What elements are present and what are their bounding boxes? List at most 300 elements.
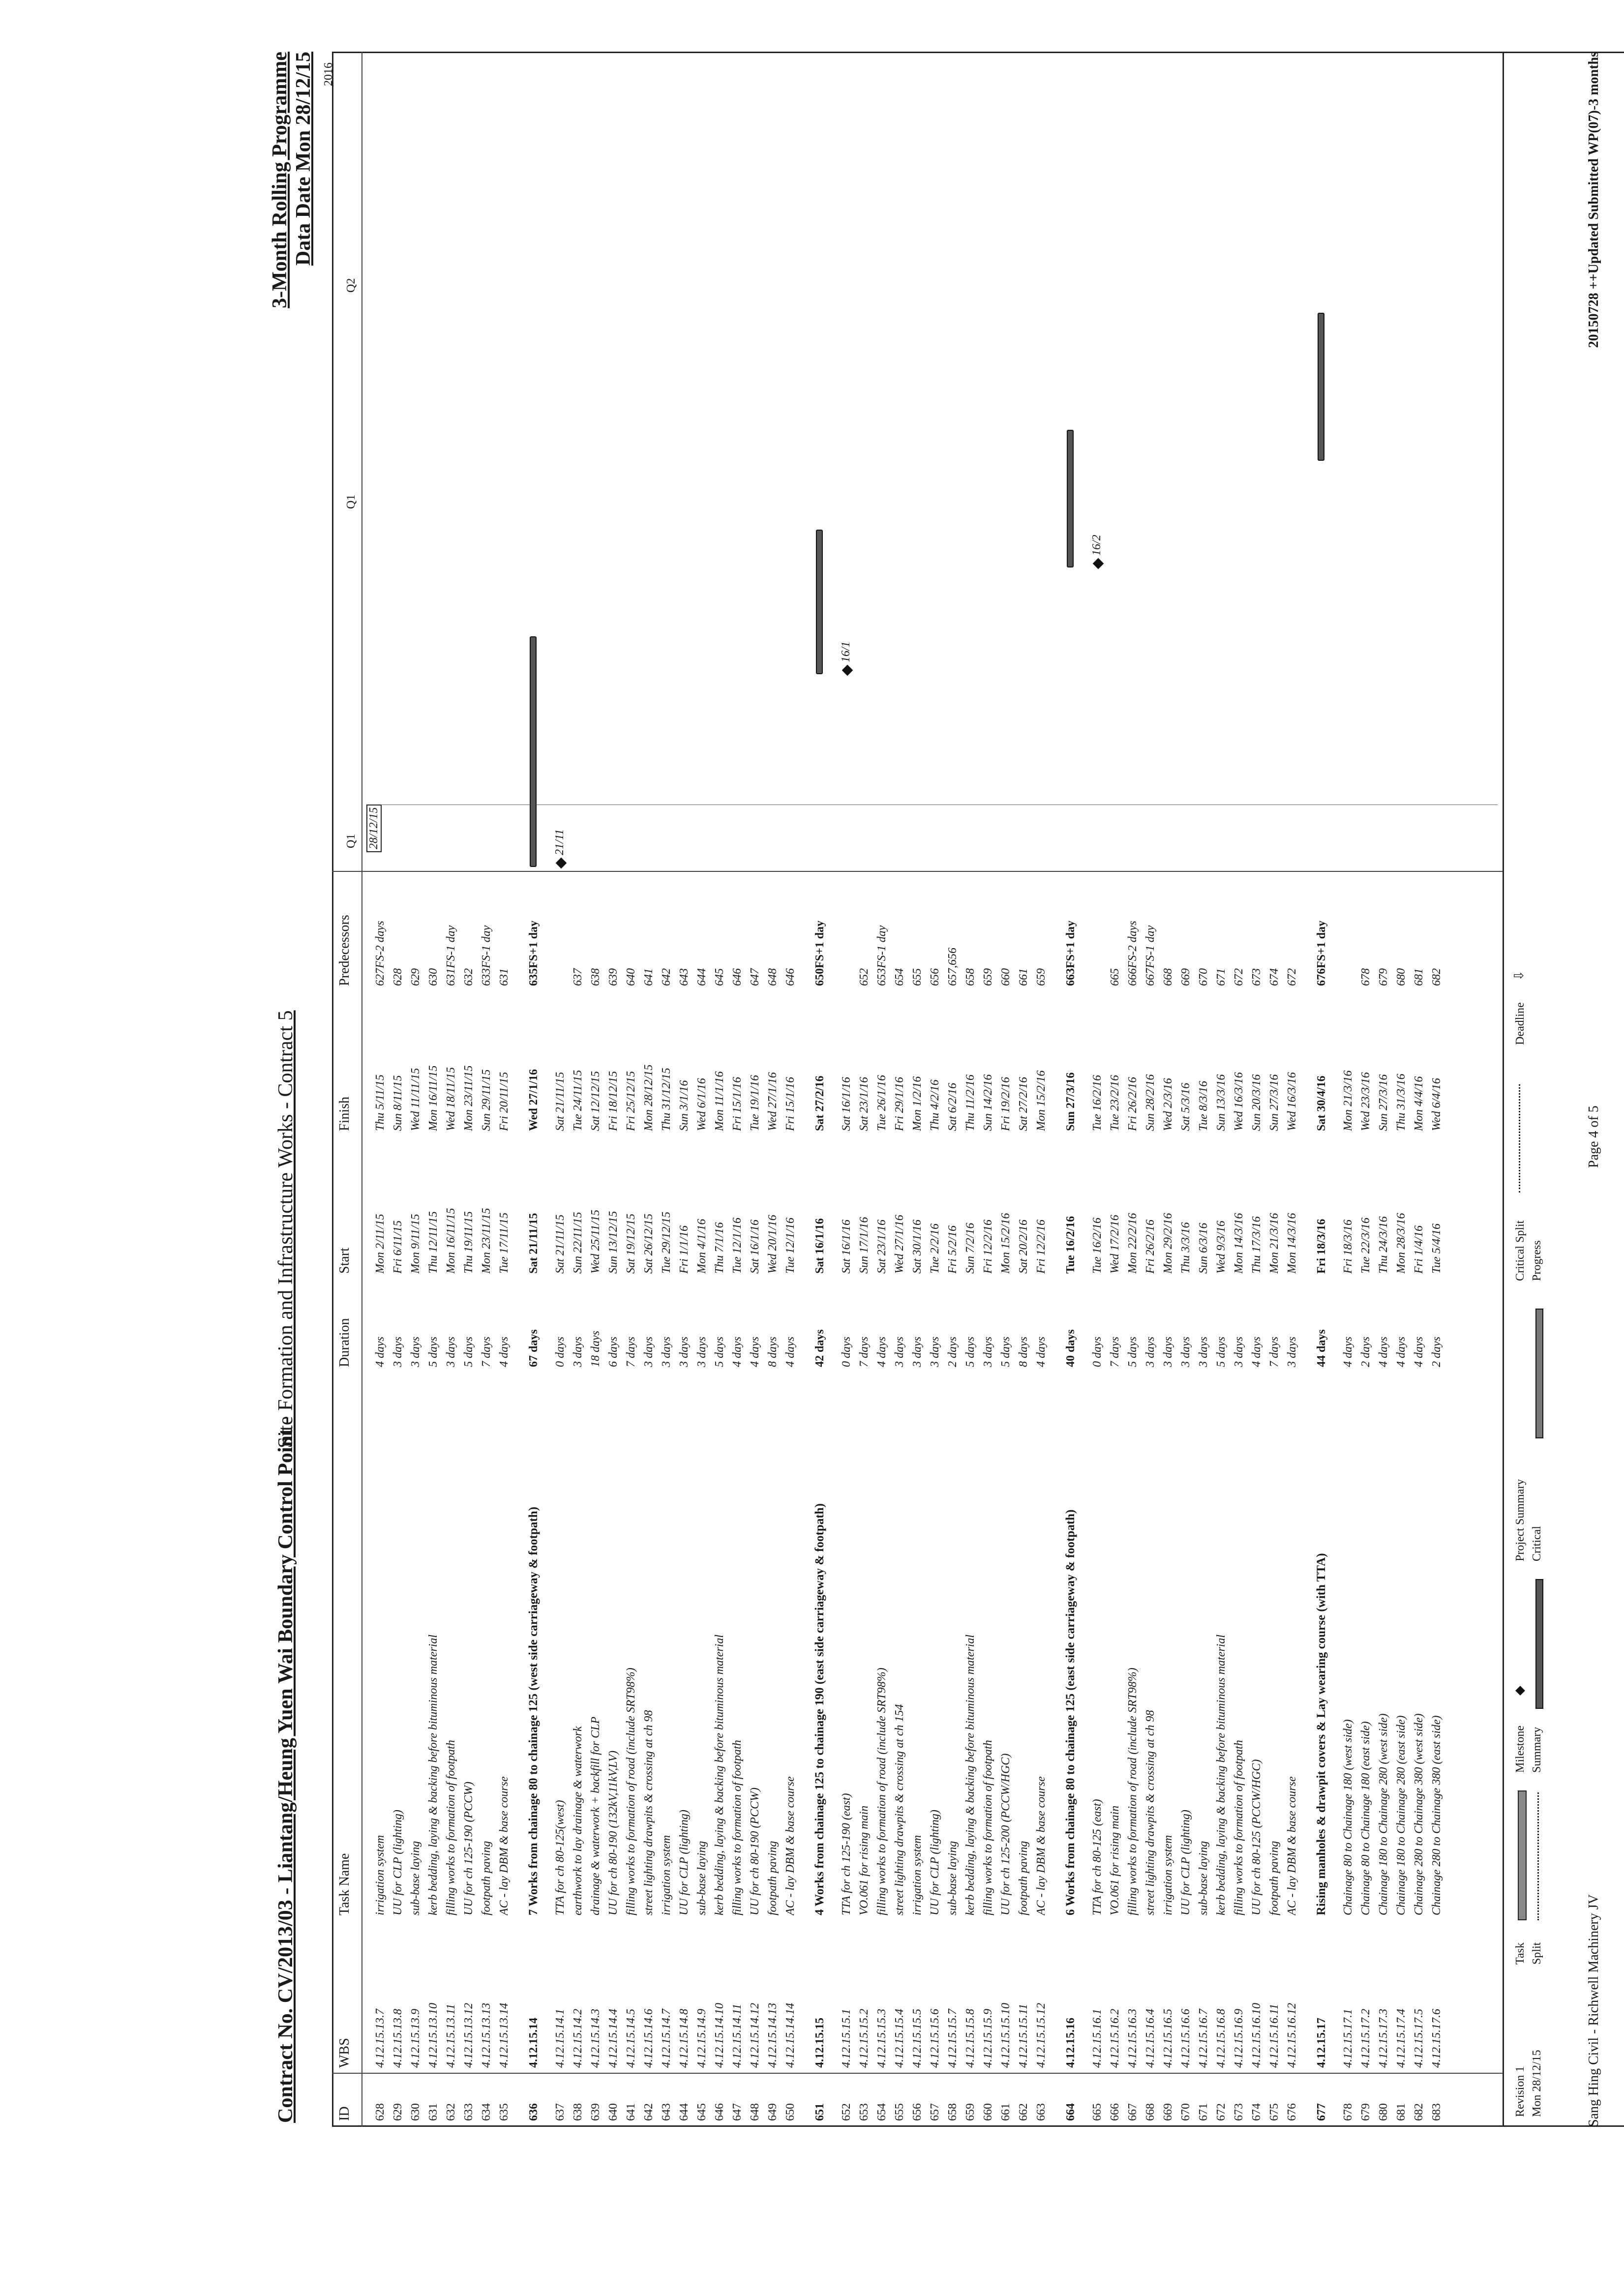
task-predecessors: 630 xyxy=(427,968,440,986)
task-predecessors: 680 xyxy=(1395,968,1408,986)
task-duration: 3 days xyxy=(409,1337,422,1367)
milestone-diamond[interactable] xyxy=(842,665,853,676)
task-finish: Tue 26/1/16 xyxy=(875,1074,888,1131)
task-finish: Tue 19/1/16 xyxy=(749,1074,761,1131)
task-finish: Mon 1/2/16 xyxy=(911,1076,924,1131)
task-start: Sat 21/11/15 xyxy=(527,1213,540,1274)
task-predecessors: 647 xyxy=(749,968,761,986)
table-row[interactable] xyxy=(1033,883,1049,2127)
col-header-task-name: Task Name xyxy=(337,1853,352,1915)
table-row[interactable] xyxy=(1284,883,1300,2127)
task-id: 635 xyxy=(498,2103,511,2121)
task-finish: Sat 27/2/16 xyxy=(813,1075,826,1131)
task-id: 655 xyxy=(893,2103,906,2121)
task-duration: 5 days xyxy=(713,1337,726,1367)
task-duration: 3 days xyxy=(660,1337,673,1367)
task-duration: 3 days xyxy=(642,1337,655,1367)
task-id: 643 xyxy=(660,2103,673,2121)
col-header-duration: Duration xyxy=(337,1318,352,1367)
task-finish: Sat 27/2/16 xyxy=(1017,1076,1030,1131)
task-id: 640 xyxy=(607,2103,620,2121)
legend-critical: Critical xyxy=(1531,1526,1543,1561)
task-duration: 18 days xyxy=(589,1331,602,1367)
legend-critical-bar xyxy=(1535,1309,1543,1438)
task-start: Mon 28/3/16 xyxy=(1395,1213,1408,1274)
table-row[interactable] xyxy=(1160,883,1176,2127)
task-finish: Fri 15/1/16 xyxy=(731,1076,744,1131)
data-date: Data Date Mon 28/12/15 xyxy=(292,52,315,266)
task-duration: 2 days xyxy=(1430,1337,1443,1367)
task-duration: 7 days xyxy=(1268,1337,1281,1367)
task-name: footpath paving xyxy=(1017,1841,1030,1915)
task-id: 636 xyxy=(527,2103,540,2121)
task-start: Fri 1/4/16 xyxy=(1413,1225,1425,1274)
task-predecessors: 628 xyxy=(391,968,404,986)
task-name: AC - lay DBM & base course xyxy=(1035,1776,1048,1915)
task-id: 681 xyxy=(1395,2103,1408,2121)
task-finish: Fri 15/1/16 xyxy=(784,1076,797,1131)
task-finish: Thu 31/12/15 xyxy=(660,1068,673,1131)
task-duration: 3 days xyxy=(982,1337,994,1367)
task-id: 682 xyxy=(1413,2103,1425,2121)
task-wbs: 4.12.15.15.12 xyxy=(1035,2003,1048,2068)
task-name: irrigation system xyxy=(1162,1835,1174,1915)
legend-task-bar xyxy=(1518,1790,1527,1920)
task-predecessors: 631 xyxy=(498,968,511,986)
task-wbs: 4.12.15.13.7 xyxy=(374,2009,387,2068)
task-finish: Wed 11/11/15 xyxy=(409,1068,422,1131)
legend-critical-split: Critical Split xyxy=(1514,1220,1527,1281)
task-finish: Sat 30/4/16 xyxy=(1315,1075,1328,1131)
task-start: Thu 17/3/16 xyxy=(1250,1216,1263,1274)
table-row[interactable] xyxy=(945,883,961,2127)
table-row[interactable] xyxy=(659,883,674,2127)
task-duration: 4 days xyxy=(1250,1337,1263,1367)
task-name: 7 Works from chainage 80 to chainage 125 (west side carriageway & footpath) xyxy=(527,1507,540,1915)
table-row[interactable] xyxy=(570,883,586,2127)
table-row[interactable] xyxy=(712,883,727,2127)
table-row[interactable] xyxy=(765,883,781,2127)
task-id: 670 xyxy=(1179,2103,1192,2121)
task-name: footpath paving xyxy=(766,1841,779,1915)
table-row[interactable] xyxy=(641,883,657,2127)
task-predecessors: 648 xyxy=(766,968,779,986)
table-row[interactable] xyxy=(676,883,692,2127)
task-name: filling works to formation of footpath xyxy=(982,1740,994,1915)
task-id: 659 xyxy=(964,2103,977,2121)
task-name: kerb bedding, laying & backing before bituminous material xyxy=(713,1634,726,1915)
footer-page: Page 4 of 5 xyxy=(1586,1105,1601,1168)
task-duration: 2 days xyxy=(1359,1337,1372,1367)
task-predecessors: 666FS-2 days xyxy=(1126,921,1139,986)
table-row[interactable] xyxy=(1107,883,1123,2127)
table-row[interactable] xyxy=(1196,883,1211,2127)
task-duration: 5 days xyxy=(1215,1337,1228,1367)
task-predecessors: 681 xyxy=(1413,968,1425,986)
task-finish: Tue 23/2/16 xyxy=(1109,1074,1121,1131)
task-finish: Tue 8/3/16 xyxy=(1197,1080,1210,1131)
legend xyxy=(1503,52,1578,2127)
task-id: 668 xyxy=(1144,2103,1157,2121)
task-duration: 3 days xyxy=(391,1337,404,1367)
task-finish: Wed 16/3/16 xyxy=(1286,1072,1298,1131)
task-wbs: 4.12.15.17.2 xyxy=(1359,2009,1372,2068)
table-row[interactable] xyxy=(390,883,406,2127)
table-row[interactable] xyxy=(479,883,494,2127)
task-wbs: 4.12.15.17.6 xyxy=(1430,2009,1443,2068)
task-start: Sun 17/1/16 xyxy=(858,1217,871,1274)
task-id: 680 xyxy=(1377,2103,1390,2121)
table-row[interactable] xyxy=(1143,883,1158,2127)
task-duration: 4 days xyxy=(1342,1337,1354,1367)
task-name: UU for ch 80-190 (132kV,11kV,LV) xyxy=(607,1750,620,1915)
task-wbs: 4.12.15.15.3 xyxy=(875,2009,888,2068)
task-finish: Thu 31/3/16 xyxy=(1395,1073,1408,1131)
task-finish: Fri 19/2/16 xyxy=(999,1076,1012,1131)
task-name: TTA for ch 125-190 (east) xyxy=(840,1793,853,1915)
footer-file: 20150728 ++Updated Submitted WP(07)-3 months xyxy=(1586,52,1601,348)
task-wbs: 4.12.15.14.2 xyxy=(571,2009,584,2068)
task-finish: Mon 11/1/16 xyxy=(713,1071,726,1131)
task-id: 653 xyxy=(858,2103,871,2121)
table-row[interactable] xyxy=(747,883,763,2127)
task-duration: 3 days xyxy=(893,1337,906,1367)
task-wbs: 4.12.15.15.4 xyxy=(893,2009,906,2068)
task-start: Fri 5/2/16 xyxy=(946,1225,959,1274)
task-id: 634 xyxy=(480,2103,493,2121)
table-row[interactable] xyxy=(909,883,925,2127)
table-row[interactable] xyxy=(1213,883,1229,2127)
task-wbs: 4.12.15.13.11 xyxy=(445,2003,457,2068)
task-start: Fri 26/2/16 xyxy=(1144,1219,1157,1274)
task-duration: 5 days xyxy=(1126,1337,1139,1367)
table-row[interactable] xyxy=(980,883,996,2127)
table-row[interactable] xyxy=(1340,883,1356,2127)
col-header-start: Start xyxy=(337,1248,352,1274)
task-finish: Thu 11/2/16 xyxy=(964,1074,977,1131)
task-name: Chainage 180 to Chainage 280 (west side) xyxy=(1377,1713,1390,1915)
task-duration: 5 days xyxy=(462,1337,475,1367)
task-name: filling works to formation of road (include SRT98%) xyxy=(875,1668,888,1915)
task-finish: Sun 27/3/16 xyxy=(1268,1074,1281,1131)
table-row[interactable] xyxy=(605,883,621,2127)
task-name: kerb bedding, laying & backing before bituminous material xyxy=(964,1634,977,1915)
task-duration: 6 days xyxy=(607,1337,620,1367)
summary-row[interactable] xyxy=(526,883,541,2127)
task-wbs: 4.12.15.14.13 xyxy=(766,2003,779,2068)
task-finish: Fri 26/2/16 xyxy=(1126,1076,1139,1131)
task-finish: Sun 28/2/16 xyxy=(1144,1074,1157,1131)
task-wbs: 4.12.15.15.7 xyxy=(946,2009,959,2068)
task-wbs: 4.12.15.14.4 xyxy=(607,2009,620,2068)
task-name: irrigation system xyxy=(911,1835,924,1915)
table-row[interactable] xyxy=(1125,883,1141,2127)
task-finish: Sun 29/11/15 xyxy=(480,1069,493,1131)
task-finish: Mon 15/2/16 xyxy=(1035,1070,1048,1131)
task-duration: 8 days xyxy=(1017,1337,1030,1367)
task-start: Fri 12/2/16 xyxy=(1035,1219,1048,1274)
task-id: 639 xyxy=(589,2103,602,2121)
task-id: 683 xyxy=(1430,2103,1443,2121)
table-row[interactable] xyxy=(1178,883,1194,2127)
task-name: filling works to formation of footpath xyxy=(1233,1740,1245,1915)
task-predecessors: 670 xyxy=(1197,968,1210,986)
legend-summary: Summary xyxy=(1531,1727,1543,1773)
table-row[interactable] xyxy=(927,883,943,2127)
task-name: filling works to formation of footpath xyxy=(445,1740,457,1915)
task-duration: 5 days xyxy=(999,1337,1012,1367)
timescale-q2: Q2 xyxy=(345,278,358,293)
task-start: Tue 16/2/16 xyxy=(1064,1216,1077,1274)
task-duration: 7 days xyxy=(858,1337,871,1367)
task-start: Sun 22/11/15 xyxy=(571,1212,584,1274)
task-id: 661 xyxy=(999,2103,1012,2121)
task-name: sub-base laying xyxy=(1197,1841,1210,1915)
task-finish: Mon 16/11/15 xyxy=(427,1065,440,1131)
task-id: 646 xyxy=(713,2103,726,2121)
task-id: 650 xyxy=(784,2103,797,2121)
task-start: Sat 16/1/16 xyxy=(749,1219,761,1274)
task-duration: 40 days xyxy=(1064,1329,1077,1367)
task-id: 671 xyxy=(1197,2103,1210,2121)
task-predecessors: 655 xyxy=(911,968,924,986)
task-duration: 2 days xyxy=(946,1337,959,1367)
table-row[interactable] xyxy=(856,883,872,2127)
table-row[interactable] xyxy=(408,883,423,2127)
table-row[interactable] xyxy=(694,883,710,2127)
table-row[interactable] xyxy=(874,883,890,2127)
table-row[interactable] xyxy=(425,883,441,2127)
task-id: 656 xyxy=(911,2103,924,2121)
task-start: Sat 20/2/16 xyxy=(1017,1219,1030,1274)
table-row[interactable] xyxy=(1231,883,1247,2127)
task-predecessors: 646 xyxy=(784,968,797,986)
table-row[interactable] xyxy=(1429,883,1444,2127)
task-name: street lighting drawpits & crossing at ch 98 xyxy=(1144,1710,1157,1915)
task-predecessors: 654 xyxy=(893,968,906,986)
task-name: filling works to formation of footpath xyxy=(731,1740,744,1915)
summary-bar[interactable] xyxy=(530,636,537,867)
task-name: UU for CLP (lighting) xyxy=(1179,1810,1192,1915)
task-start: Tue 12/1/16 xyxy=(784,1217,797,1274)
task-finish: Sat 5/3/16 xyxy=(1179,1082,1192,1131)
task-start: Sat 26/12/15 xyxy=(642,1213,655,1274)
table-row[interactable] xyxy=(998,883,1014,2127)
table-row[interactable] xyxy=(1393,883,1409,2127)
summary-bar[interactable] xyxy=(816,530,823,674)
task-wbs: 4.12.15.14.7 xyxy=(660,2009,673,2068)
task-id: 658 xyxy=(946,2103,959,2121)
legend-critical-split-line xyxy=(1519,1084,1520,1193)
task-wbs: 4.12.15.14.12 xyxy=(749,2003,761,2068)
timescale-q1-left: Q1 xyxy=(345,834,358,848)
legend-milestone-diamond xyxy=(1515,1686,1525,1696)
table-row[interactable] xyxy=(892,883,907,2127)
task-name: VO.061 for rising main xyxy=(1109,1805,1121,1915)
table-row[interactable] xyxy=(1089,883,1105,2127)
task-name: UU for CLP (lighting) xyxy=(391,1810,404,1915)
task-start: Wed 9/3/16 xyxy=(1215,1221,1228,1274)
task-id: 672 xyxy=(1215,2103,1228,2121)
table-row[interactable] xyxy=(552,883,568,2127)
task-name: street lighting drawpits & crossing at ch 154 xyxy=(893,1704,906,1915)
table-row[interactable] xyxy=(588,883,603,2127)
table-row[interactable] xyxy=(1358,883,1374,2127)
task-duration: 4 days xyxy=(1413,1337,1425,1367)
task-finish: Wed 18/11/15 xyxy=(445,1067,457,1131)
task-start: Tue 22/3/16 xyxy=(1359,1217,1372,1274)
milestone-diamond[interactable] xyxy=(556,858,567,869)
task-predecessors: 641 xyxy=(642,968,655,986)
gantt-chart xyxy=(369,53,1500,872)
col-header-finish: Finish xyxy=(337,1096,352,1131)
table-row[interactable] xyxy=(782,883,798,2127)
task-wbs: 4.12.15.14.14 xyxy=(784,2003,797,2068)
col-header-id: ID xyxy=(337,2106,352,2121)
table-row[interactable] xyxy=(1016,883,1031,2127)
task-predecessors: 644 xyxy=(695,968,708,986)
task-wbs: 4.12.15.16.6 xyxy=(1179,2009,1192,2068)
task-start: Wed 25/11/15 xyxy=(589,1210,602,1274)
timescale-q1: Q1 xyxy=(345,494,358,509)
task-wbs: 4.12.15.16.7 xyxy=(1197,2009,1210,2068)
task-start: Mon 22/2/16 xyxy=(1126,1213,1139,1274)
task-finish: Wed 27/1/16 xyxy=(527,1069,540,1131)
task-finish: Wed 27/1/16 xyxy=(766,1072,779,1131)
task-wbs: 4.12.15.14.10 xyxy=(713,2003,726,2068)
task-id: 677 xyxy=(1315,2103,1328,2121)
task-predecessors: 665 xyxy=(1109,968,1121,986)
task-name: UU for CLP (lighting) xyxy=(929,1810,941,1915)
task-predecessors: 682 xyxy=(1430,968,1443,986)
task-predecessors: 635FS+1 day xyxy=(527,920,540,986)
task-duration: 3 days xyxy=(929,1337,941,1367)
task-wbs: 4.12.15.14.5 xyxy=(625,2009,637,2068)
task-start: Mon 15/2/16 xyxy=(999,1213,1012,1274)
task-name: Chainage 80 to Chainage 180 (west side) xyxy=(1342,1719,1354,1915)
summary-bar[interactable] xyxy=(1318,313,1324,461)
task-finish: Mon 23/11/15 xyxy=(462,1065,475,1131)
task-wbs: 4.12.15.15.5 xyxy=(911,2009,924,2068)
summary-row[interactable] xyxy=(1063,883,1079,2127)
table-row[interactable] xyxy=(1411,883,1427,2127)
task-id: 663 xyxy=(1035,2103,1048,2121)
task-start: Tue 16/2/16 xyxy=(1091,1217,1104,1274)
task-start: Sat 23/1/16 xyxy=(875,1219,888,1274)
task-id: 649 xyxy=(766,2103,779,2121)
task-wbs: 4.12.15.16.5 xyxy=(1162,2009,1174,2068)
task-duration: 0 days xyxy=(554,1337,567,1367)
task-start: Thu 19/11/15 xyxy=(462,1211,475,1274)
task-id: 628 xyxy=(374,2103,387,2121)
task-name: filling works to formation of road (include SRT98%) xyxy=(1126,1668,1139,1915)
task-wbs: 4.12.15.13.9 xyxy=(409,2009,422,2068)
task-wbs: 4.12.15.14.3 xyxy=(589,2009,602,2068)
task-name: UU for ch 125-190 (PCCW) xyxy=(462,1782,475,1915)
task-duration: 7 days xyxy=(480,1337,493,1367)
table-row[interactable] xyxy=(962,883,978,2127)
task-predecessors: 659 xyxy=(1035,968,1048,986)
legend-revision-date: Mon 28/12/15 xyxy=(1531,2050,1543,2117)
task-predecessors: 669 xyxy=(1179,968,1192,986)
summary-row[interactable] xyxy=(812,883,828,2127)
summary-row[interactable] xyxy=(1314,883,1329,2127)
task-wbs: 4.12.15.16.4 xyxy=(1144,2009,1157,2068)
task-id: 664 xyxy=(1064,2103,1077,2121)
task-start: Fri 12/2/16 xyxy=(982,1219,994,1274)
task-duration: 4 days xyxy=(749,1337,761,1367)
task-wbs: 4.12.15.16.10 xyxy=(1250,2003,1263,2068)
task-start: Mon 2/11/15 xyxy=(374,1214,387,1274)
table-row[interactable] xyxy=(839,883,854,2127)
task-finish: Thu 5/11/15 xyxy=(374,1074,387,1131)
table-row[interactable] xyxy=(729,883,745,2127)
status-date-box: 28/12/15 xyxy=(366,805,382,852)
task-start: Mon 14/3/16 xyxy=(1286,1213,1298,1274)
summary-bar[interactable] xyxy=(1067,430,1074,567)
milestone-label: 21/11 xyxy=(553,829,566,855)
task-finish: Fri 20/11/15 xyxy=(498,1072,511,1131)
task-wbs: 4.12.15.17.3 xyxy=(1377,2009,1390,2068)
task-finish: Sun 27/3/16 xyxy=(1064,1072,1077,1131)
table-row[interactable] xyxy=(496,883,512,2127)
table-row[interactable] xyxy=(372,883,388,2127)
task-finish: Wed 6/1/16 xyxy=(695,1078,708,1131)
milestone-diamond[interactable] xyxy=(1093,558,1104,569)
task-finish: Mon 21/3/16 xyxy=(1342,1070,1354,1131)
task-start: Fri 18/3/16 xyxy=(1315,1219,1328,1274)
task-start: Mon 29/2/16 xyxy=(1162,1213,1174,1274)
task-predecessors: 638 xyxy=(589,968,602,986)
table-row[interactable] xyxy=(623,883,639,2127)
task-predecessors: 627FS-2 days xyxy=(374,921,387,986)
task-duration: 42 days xyxy=(813,1329,826,1367)
task-predecessors: 657,656 xyxy=(946,948,959,986)
table-row[interactable] xyxy=(1266,883,1282,2127)
task-wbs: 4.12.15.17.5 xyxy=(1413,2009,1425,2068)
task-finish: Sun 14/2/16 xyxy=(982,1074,994,1131)
table-row[interactable] xyxy=(443,883,459,2127)
task-duration: 3 days xyxy=(571,1337,584,1367)
header-divider xyxy=(361,52,362,2127)
task-predecessors: 679 xyxy=(1377,968,1390,986)
table-row[interactable] xyxy=(461,883,477,2127)
task-predecessors: 658 xyxy=(964,968,977,986)
task-predecessors: 676FS+1 day xyxy=(1315,920,1328,986)
task-predecessors: 663FS+1 day xyxy=(1064,920,1077,986)
task-id: 637 xyxy=(554,2103,567,2121)
legend-task: Task xyxy=(1514,1942,1527,1965)
task-wbs: 4.12.15.15.10 xyxy=(999,2003,1012,2068)
task-wbs: 4.12.15.16.3 xyxy=(1126,2009,1139,2068)
task-duration: 5 days xyxy=(427,1337,440,1367)
task-start: Sun 13/12/15 xyxy=(607,1211,620,1274)
task-predecessors: 671 xyxy=(1215,968,1228,986)
table-row[interactable] xyxy=(1249,883,1264,2127)
task-start: Thu 3/3/16 xyxy=(1179,1222,1192,1274)
task-name: footpath paving xyxy=(480,1841,493,1915)
task-name: UU for ch 125-200 (PCCW/HGC) xyxy=(999,1753,1012,1915)
task-id: 651 xyxy=(813,2103,826,2121)
task-finish: Sat 6/2/16 xyxy=(946,1082,959,1131)
table-row[interactable] xyxy=(1376,883,1391,2127)
task-wbs: 4.12.15.15.11 xyxy=(1017,2003,1030,2068)
task-wbs: 4.12.15.17 xyxy=(1315,2018,1328,2068)
task-finish: Tue 16/2/16 xyxy=(1091,1074,1104,1131)
task-id: 676 xyxy=(1286,2103,1298,2121)
task-predecessors: 637 xyxy=(571,968,584,986)
task-id: 638 xyxy=(571,2103,584,2121)
